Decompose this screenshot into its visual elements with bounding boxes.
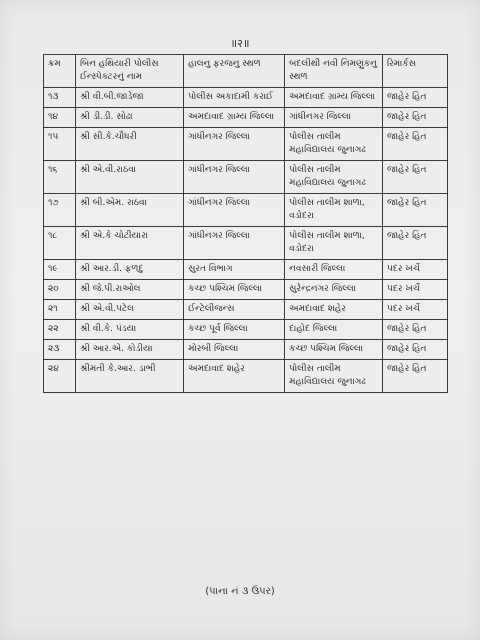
cell-current-posting: ઈન્ટેલીજન્સ: [184, 300, 285, 320]
cell-serial: ૨૦: [44, 280, 76, 300]
cell-remarks: જાહેર હિત: [383, 320, 448, 340]
header-new-posting: બદલીથી નવી નિમણુંકનુ સ્થળ: [285, 55, 383, 88]
cell-inspector-name: શ્રી વી.કે. પંડયા: [75, 320, 183, 340]
table-row: [44, 360, 448, 393]
table-header-row: [44, 55, 448, 88]
cell-new-posting: પોલીસ તાલીમ મહાવિદ્યાલય જુનાગઢ: [285, 128, 383, 161]
cell-new-posting: નવસારી જિલ્લા: [285, 260, 383, 280]
table-row: [44, 340, 448, 360]
table-row: [44, 88, 448, 108]
cell-remarks: જાહેર હિત: [383, 161, 448, 194]
table-row: [44, 194, 448, 227]
cell-inspector-name: શ્રી આર.ડી. ફળદુ: [75, 260, 183, 280]
cell-remarks: જાહેર હિત: [383, 128, 448, 161]
cell-inspector-name: શ્રી એ.કે ચોટીયારા: [75, 227, 183, 260]
table-row: [44, 227, 448, 260]
cell-inspector-name: શ્રી બી.એમ. રાઠવા: [75, 194, 183, 227]
cell-inspector-name: શ્રીમતી કે.આર. ડાભી: [75, 360, 183, 393]
cell-new-posting: અમદાવાદ શહેર: [285, 300, 383, 320]
cell-serial: ૨૪: [44, 360, 76, 393]
cell-remarks: જાહેર હિત: [383, 88, 448, 108]
cell-serial: ૧૫: [44, 128, 76, 161]
cell-remarks: જાહેર હિત: [383, 194, 448, 227]
cell-current-posting: પોલીસ અકાદામી કરાઈ: [184, 88, 285, 108]
cell-remarks: જાહેર હિત: [383, 340, 448, 360]
header-inspector-name: બિન હથિયારી પોલીસ ઈન્સ્પેક્ટરનું નામ: [75, 55, 183, 88]
page-continuation-note: (પાના નં ૩ ઉપર): [205, 586, 275, 597]
cell-current-posting: કચ્છ પશ્ચિમ જિલ્લા: [184, 280, 285, 300]
cell-serial: ૨૨: [44, 320, 76, 340]
cell-remarks: જાહેર હિત: [383, 108, 448, 128]
table-row: [44, 260, 448, 280]
cell-inspector-name: શ્રી વી.બી.જાડેજા: [75, 88, 183, 108]
cell-new-posting: દાહોદ જિલ્લા: [285, 320, 383, 340]
cell-new-posting: ગાંધીનગર જિલ્લા: [285, 108, 383, 128]
cell-inspector-name: શ્રી એ.વી.રાઠવા: [75, 161, 183, 194]
cell-current-posting: ગાંધીનગર જિલ્લા: [184, 161, 285, 194]
table-row: [44, 108, 448, 128]
cell-new-posting: પોલીસ તાલીમ મહાવિદ્યાલય જુનાગઢ: [285, 161, 383, 194]
cell-inspector-name: શ્રી જે.પી.રાઓલ: [75, 280, 183, 300]
table-row: [44, 280, 448, 300]
cell-current-posting: સુરત વિભાગ: [184, 260, 285, 280]
cell-remarks: પદર ખર્ચે: [383, 300, 448, 320]
cell-serial: ૧૪: [44, 108, 76, 128]
cell-serial: ૨૧: [44, 300, 76, 320]
cell-new-posting: કચ્છ પશ્ચિમ જિલ્લા: [285, 340, 383, 360]
cell-new-posting: પોલીસ તાલીમ શાળા, વડોદરા: [285, 194, 383, 227]
cell-remarks: પદર ખર્ચે: [383, 280, 448, 300]
cell-current-posting: ગાંધીનગર જિલ્લા: [184, 194, 285, 227]
cell-current-posting: મોરબી જિલ્લા: [184, 340, 285, 360]
header-serial: ક્રમ: [44, 55, 76, 88]
cell-serial: ૧૭: [44, 194, 76, 227]
cell-current-posting: ગાંધીનગર જિલ્લા: [184, 128, 285, 161]
cell-serial: ૧૬: [44, 161, 76, 194]
table-row: [44, 128, 448, 161]
cell-inspector-name: શ્રી સી.કે.ચૌધરી: [75, 128, 183, 161]
cell-new-posting: પોલીસ તાલીમ મહાવિદ્યાલય જુનાગઢ: [285, 360, 383, 393]
cell-serial: ૧૯: [44, 260, 76, 280]
cell-new-posting: સુરેન્દ્રનગર જિલ્લા: [285, 280, 383, 300]
cell-current-posting: ગાંધીનગર જિલ્લા: [184, 227, 285, 260]
cell-new-posting: પોલીસ તાલીમ શાળા, વડોદરા: [285, 227, 383, 260]
cell-inspector-name: શ્રી એ.વી.પટેલ: [75, 300, 183, 320]
cell-remarks: જાહેર હિત: [383, 360, 448, 393]
transfer-table: [43, 54, 448, 393]
table-row: [44, 161, 448, 194]
page-number-mark: ॥२॥: [230, 37, 250, 50]
cell-inspector-name: શ્રી આર.એ. કોડીયા: [75, 340, 183, 360]
cell-serial: ૧૩: [44, 88, 76, 108]
cell-current-posting: કચ્છ પૂર્વ જિલ્લા: [184, 320, 285, 340]
cell-remarks: પદર ખર્ચે: [383, 260, 448, 280]
header-remarks: રિમાર્કસ: [383, 55, 448, 88]
cell-current-posting: અમદાવાદ ગ્રામ્ય જિલ્લા: [184, 108, 285, 128]
cell-remarks: જાહેર હિત: [383, 227, 448, 260]
header-current-posting: હાલનુ ફરજનુ સ્થળ: [184, 55, 285, 88]
cell-inspector-name: શ્રી ડી.ડી. સોઢા: [75, 108, 183, 128]
cell-current-posting: અમદાવાદ શહેર: [184, 360, 285, 393]
table-row: [44, 320, 448, 340]
table-row: [44, 300, 448, 320]
cell-serial: ૨૩: [44, 340, 76, 360]
cell-new-posting: અમદાવાદ ગ્રામ્ય જિલ્લા: [285, 88, 383, 108]
cell-serial: ૧૮: [44, 227, 76, 260]
